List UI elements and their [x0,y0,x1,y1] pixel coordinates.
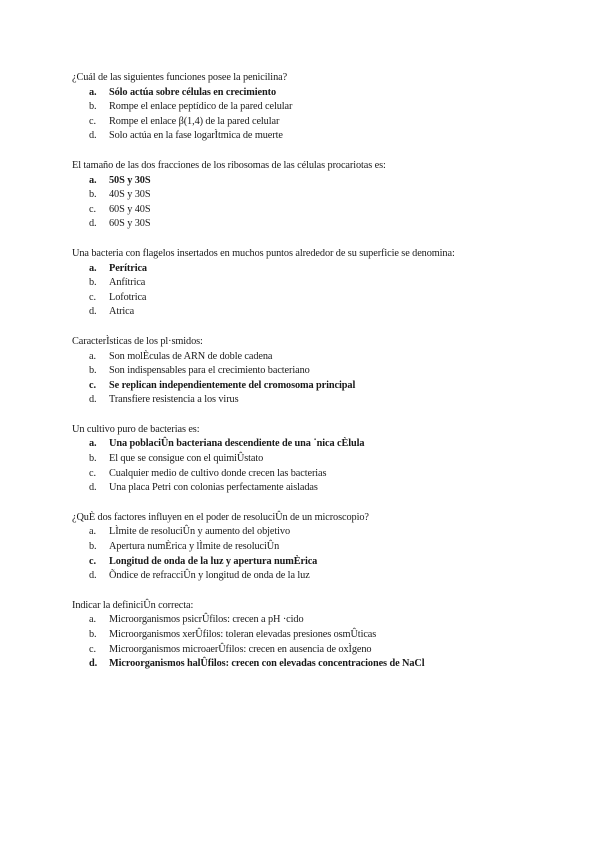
option-letter: d. [89,658,98,670]
question-block [72,599,562,672]
option-letter: d. [89,218,97,230]
option-text: Se replican independientemente del cromosoma principal [109,379,356,391]
option-text: Longitud de onda de la luz y apertura numÈrica [109,555,318,567]
answer-option [72,217,562,232]
question-block [72,335,562,408]
question-text: ¿Cuál de las siguientes funciones posee la penicilina? [72,72,288,83]
answer-option [72,364,562,379]
question-block [72,423,562,496]
answer-option [72,467,562,482]
option-text: 60S y 30S [109,218,151,230]
option-text: Perítrica [109,262,147,274]
option-letter: b. [89,277,97,289]
answer-options [72,525,562,583]
option-letter: c. [89,643,96,655]
option-letter: a. [89,174,97,186]
option-letter: b. [89,101,97,113]
option-text: Apertura numÈrica y lÌmite de resoluciÛn [109,541,280,553]
question-text: CaracterÌsticas de los pl·smidos: [72,335,203,347]
answer-option [72,540,562,555]
option-text: Microorganismos microaerÛfilos: crecen en ausencia de oxÌgeno [109,643,372,655]
answer-options [72,174,562,232]
option-text: 50S y 30S [109,174,151,186]
option-text: Microorganismos xerÛfilos: toleran elevadas presiones osmÛticas [109,629,377,640]
option-text: Õndice de refracciÛn y longitud de onda de la luz [109,570,310,582]
option-letter: b. [89,189,97,201]
option-text: Son indispensables para el crecimiento bacteriano [109,365,310,377]
answer-option-correct [72,174,562,189]
option-letter: c. [89,555,96,567]
option-text: Rompe el enlace peptídico de la pared celular [109,101,293,113]
option-text: 60S y 40S [109,203,151,215]
answer-option [72,276,562,291]
answer-option [72,305,562,320]
option-letter: b. [89,541,97,553]
option-letter: c. [89,467,96,479]
question-text: Indicar la definiciÛn correcta: [72,599,194,611]
option-letter: b. [89,453,97,465]
option-letter: a. [89,86,97,98]
answer-options [72,613,562,671]
option-text: Una poblaciÛn bacteriana descendiente de una ˙nica cÈlula [109,438,365,450]
option-text: Cualquier medio de cultivo donde crecen las bacterias [109,467,327,479]
answer-options [72,262,562,320]
option-text: Solo actúa en la fase logarÌtmica de muerte [109,130,283,142]
answer-option [72,350,562,365]
answer-option-correct [72,379,562,394]
option-text: Atrica [109,306,135,318]
option-letter: a. [89,262,97,274]
question-text: Un cultivo puro de bacterias es: [72,423,200,435]
answer-option [72,452,562,467]
option-text: 40S y 30S [109,189,151,201]
answer-option [72,291,562,306]
answer-option [72,628,562,643]
option-letter: d. [89,482,97,494]
option-text: Una placa Petri con colonias perfectamente aisladas [109,482,318,494]
answer-option [72,643,562,658]
answer-option [72,115,562,130]
question-block [72,159,562,232]
option-text: Son molÈculas de ARN de doble cadena [109,350,273,362]
option-text: Rompe el enlace β(1,4) de la pared celular [109,115,280,127]
option-text: Microorganismos psicrÛfilos: crecen a pH ·cido [109,614,304,626]
option-text: Anfítrica [109,277,146,289]
option-letter: c. [89,115,96,127]
option-letter: a. [89,614,96,626]
answer-option-correct [72,86,562,101]
answer-options [72,86,562,144]
option-letter: d. [89,306,97,318]
option-letter: a. [89,438,97,450]
option-letter: d. [89,130,97,142]
answer-option [72,203,562,218]
answer-options [72,437,562,495]
option-text: Microorganismos halÛfilos: crecen con elevadas concentraciones de NaCl [109,658,425,670]
option-text: Lofotrica [109,291,147,303]
answer-option [72,188,562,203]
option-letter: c. [89,203,96,215]
option-letter: b. [89,365,97,377]
option-text: El que se consigue con el quimiÛstato [109,453,264,465]
option-text: Transfiere resistencia a los virus [109,394,239,406]
question-block [72,71,562,144]
option-letter: c. [89,291,96,303]
answer-option-correct [72,262,562,277]
option-letter: b. [89,629,97,640]
answer-options [72,350,562,408]
option-letter: a. [89,350,96,362]
question-text: ¿QuÈ dos factores influyen en el poder de resoluciÛn de un microscopio? [72,511,369,523]
answer-option [72,613,562,628]
option-text: Sólo actúa sobre células en crecimiento [109,86,277,98]
option-letter: d. [89,570,97,582]
answer-option [72,129,562,144]
question-block [72,511,562,584]
option-letter: a. [89,526,96,538]
answer-option [72,100,562,115]
option-text: LÌmite de resoluciÛn y aumento del objetivo [109,526,290,538]
answer-option-correct [72,555,562,570]
question-text: El tamaño de las dos fracciones de los ribosomas de las células procariotas es: [72,159,386,171]
quiz-document [72,71,562,687]
option-letter: c. [89,379,96,391]
answer-option-correct [72,437,562,452]
answer-option [72,569,562,584]
answer-option [72,481,562,496]
question-block [72,247,562,320]
question-text: Una bacteria con flagelos insertados en muchos puntos alrededor de su superficie se denomina: [72,247,455,259]
option-letter: d. [89,394,97,406]
answer-option [72,393,562,408]
answer-option [72,525,562,540]
answer-option-correct [72,657,562,672]
